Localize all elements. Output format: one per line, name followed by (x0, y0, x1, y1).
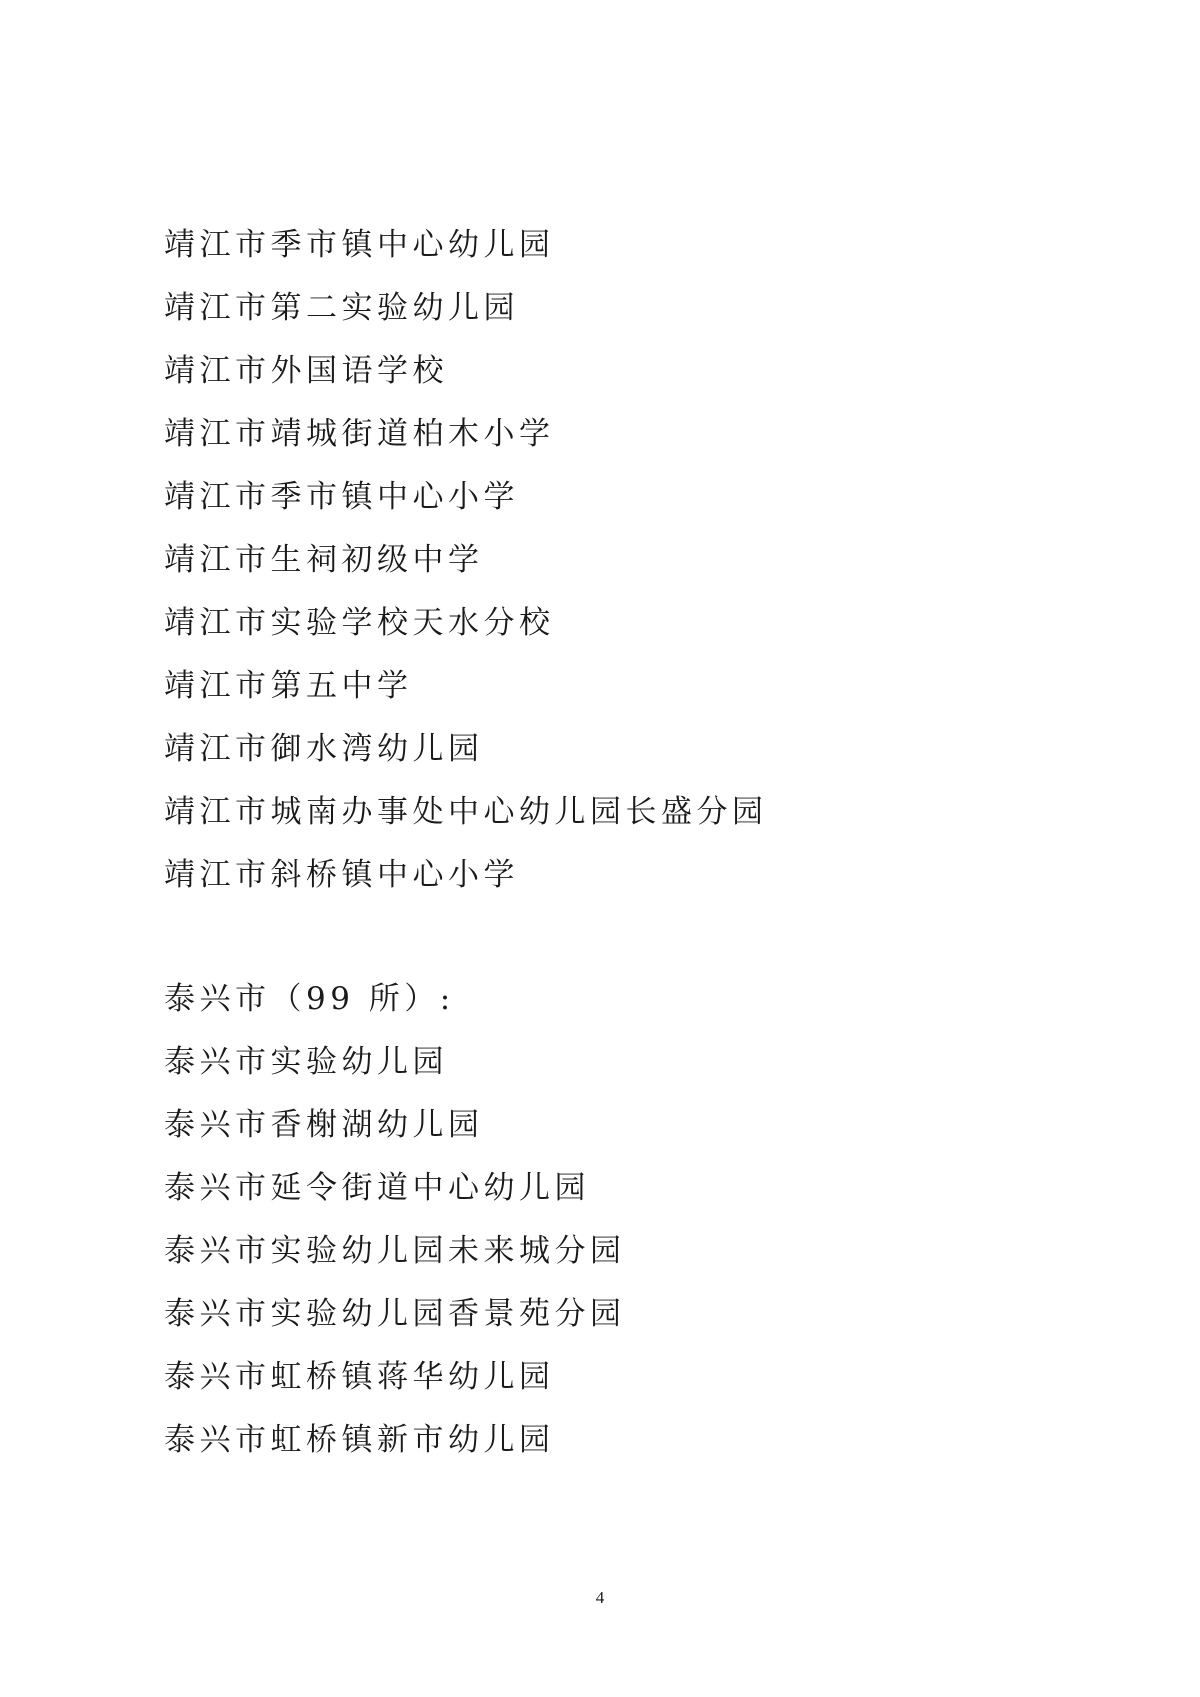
list-item: 靖江市季市镇中心幼儿园 (164, 227, 555, 263)
list-item: 靖江市城南办事处中心幼儿园长盛分园 (164, 794, 768, 830)
list-item: 泰兴市实验幼儿园未来城分园 (164, 1233, 626, 1269)
list-item: 靖江市斜桥镇中心小学 (164, 857, 519, 893)
list-item: 靖江市御水湾幼儿园 (164, 731, 484, 767)
page-number: 4 (595, 1588, 605, 1607)
list-item: 靖江市第五中学 (164, 668, 413, 704)
list-item: 靖江市实验学校天水分校 (164, 605, 555, 641)
list-item: 泰兴市香榭湖幼儿园 (164, 1107, 484, 1143)
list-item: 靖江市季市镇中心小学 (164, 479, 519, 515)
list-item: 泰兴市虹桥镇新市幼儿园 (164, 1422, 555, 1458)
list-item: 泰兴市实验幼儿园香景苑分园 (164, 1296, 626, 1332)
list-item: 泰兴市延令街道中心幼儿园 (164, 1170, 590, 1206)
list-item: 靖江市外国语学校 (164, 353, 448, 389)
school-list-taixing (164, 1035, 626, 1476)
list-item: 泰兴市虹桥镇蒋华幼儿园 (164, 1359, 555, 1395)
list-item: 靖江市生祠初级中学 (164, 542, 484, 578)
school-list-jingjiang (164, 218, 768, 911)
list-item: 泰兴市实验幼儿园 (164, 1044, 448, 1080)
list-item: 靖江市第二实验幼儿园 (164, 290, 519, 326)
list-item: 靖江市靖城街道柏木小学 (164, 416, 555, 452)
section-heading-taixing: 泰兴市（99 所）: (164, 981, 455, 1017)
